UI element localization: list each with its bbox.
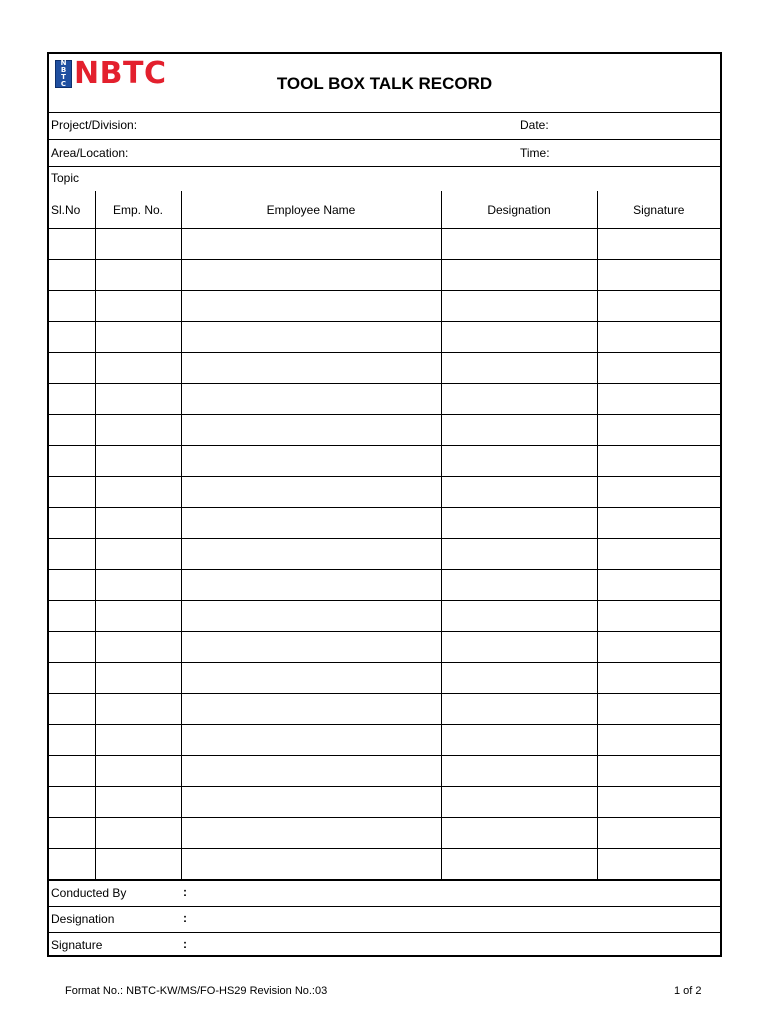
- table-row: [49, 229, 720, 260]
- designation-cell[interactable]: [441, 570, 597, 601]
- sl-no-cell[interactable]: [49, 725, 95, 756]
- signature-cell[interactable]: [597, 570, 720, 601]
- logo-emblem-letter: B: [60, 66, 67, 74]
- column-header-designation: Designation: [441, 191, 597, 229]
- employee-name-cell[interactable]: [181, 756, 441, 787]
- emp-no-cell[interactable]: [95, 353, 181, 384]
- form-header: [49, 54, 720, 113]
- designation-cell[interactable]: [441, 539, 597, 570]
- signature-cell[interactable]: [597, 446, 720, 477]
- table-header-row: [49, 191, 720, 229]
- signature-cell[interactable]: [597, 260, 720, 291]
- designation-cell[interactable]: [441, 787, 597, 818]
- conducted-by-row: [49, 880, 720, 906]
- signature-label: Signature: [51, 938, 103, 952]
- column-header-sl-no: Sl.No: [49, 191, 95, 229]
- designation-cell[interactable]: [441, 818, 597, 849]
- sl-no-cell[interactable]: [49, 849, 95, 880]
- emp-no-cell[interactable]: [95, 260, 181, 291]
- employee-name-cell[interactable]: [181, 632, 441, 663]
- separator-colon: :: [183, 937, 187, 951]
- signature-cell[interactable]: [597, 539, 720, 570]
- date-label: Date:: [520, 118, 549, 132]
- designation-cell[interactable]: [441, 446, 597, 477]
- table-row: [49, 539, 720, 570]
- signature-cell[interactable]: [597, 384, 720, 415]
- emp-no-cell[interactable]: [95, 849, 181, 880]
- emp-no-cell[interactable]: [95, 539, 181, 570]
- employee-name-cell[interactable]: [181, 322, 441, 353]
- form-title: [49, 74, 720, 94]
- table-row: [49, 570, 720, 601]
- topic-label: Topic: [51, 171, 80, 185]
- table-row: [49, 756, 720, 787]
- table-row: [49, 384, 720, 415]
- sl-no-cell[interactable]: [49, 477, 95, 508]
- table-row: [49, 415, 720, 446]
- designation-cell[interactable]: [441, 477, 597, 508]
- designation-cell[interactable]: [441, 353, 597, 384]
- signature-row: [49, 932, 720, 956]
- emp-no-cell[interactable]: [95, 787, 181, 818]
- signature-cell[interactable]: [597, 694, 720, 725]
- table-row: [49, 849, 720, 880]
- designation-cell[interactable]: [441, 291, 597, 322]
- logo-emblem-letter: N: [60, 59, 67, 67]
- emp-no-cell[interactable]: [95, 384, 181, 415]
- topic-row: [49, 167, 720, 191]
- employee-name-cell[interactable]: [181, 353, 441, 384]
- sl-no-cell[interactable]: [49, 446, 95, 477]
- emp-no-cell[interactable]: [95, 446, 181, 477]
- format-number: Format No.: NBTC-KW/MS/FO-HS29 Revision No.:03: [65, 985, 328, 997]
- table-row: [49, 725, 720, 756]
- table-row: [49, 787, 720, 818]
- signature-cell[interactable]: [597, 725, 720, 756]
- employee-name-cell[interactable]: [181, 694, 441, 725]
- table-row: [49, 260, 720, 291]
- employee-name-cell[interactable]: [181, 384, 441, 415]
- designation-cell[interactable]: [441, 229, 597, 260]
- designation-cell[interactable]: [441, 756, 597, 787]
- employee-name-cell[interactable]: [181, 539, 441, 570]
- sl-no-cell[interactable]: [49, 539, 95, 570]
- logo-wordmark: NBTC: [74, 56, 167, 91]
- time-label: Time:: [520, 146, 550, 160]
- designation-cell[interactable]: [441, 849, 597, 880]
- employee-name-cell[interactable]: [181, 818, 441, 849]
- employee-name-cell[interactable]: [181, 260, 441, 291]
- column-header-signature: Signature: [597, 191, 720, 229]
- table-row: [49, 291, 720, 322]
- employee-name-cell[interactable]: [181, 849, 441, 880]
- sl-no-cell[interactable]: [49, 353, 95, 384]
- separator-colon: :: [183, 911, 187, 925]
- designation-cell[interactable]: [441, 260, 597, 291]
- designation-cell[interactable]: [441, 694, 597, 725]
- sl-no-cell[interactable]: [49, 570, 95, 601]
- employee-name-cell[interactable]: [181, 291, 441, 322]
- employee-name-cell[interactable]: [181, 725, 441, 756]
- designation-cell[interactable]: [441, 384, 597, 415]
- emp-no-cell[interactable]: [95, 663, 181, 694]
- employee-name-cell[interactable]: [181, 229, 441, 260]
- designation-cell[interactable]: [441, 663, 597, 694]
- signature-cell[interactable]: [597, 787, 720, 818]
- signature-cell[interactable]: [597, 756, 720, 787]
- emp-no-cell[interactable]: [95, 570, 181, 601]
- sl-no-cell[interactable]: [49, 756, 95, 787]
- table-row: [49, 508, 720, 539]
- emp-no-cell[interactable]: [95, 756, 181, 787]
- table-row: [49, 663, 720, 694]
- designation-cell[interactable]: [441, 322, 597, 353]
- table-row: [49, 601, 720, 632]
- emp-no-cell[interactable]: [95, 694, 181, 725]
- emp-no-cell[interactable]: [95, 322, 181, 353]
- emp-no-cell[interactable]: [95, 508, 181, 539]
- sl-no-cell[interactable]: [49, 291, 95, 322]
- emp-no-cell[interactable]: [95, 725, 181, 756]
- sl-no-cell[interactable]: [49, 663, 95, 694]
- table-row: [49, 322, 720, 353]
- sl-no-cell[interactable]: [49, 384, 95, 415]
- sl-no-cell[interactable]: [49, 415, 95, 446]
- designation-cell[interactable]: [441, 632, 597, 663]
- separator-colon: :: [183, 885, 187, 899]
- project-date-row: [49, 112, 720, 140]
- emp-no-cell[interactable]: [95, 229, 181, 260]
- signature-cell[interactable]: [597, 477, 720, 508]
- signature-cell[interactable]: [597, 632, 720, 663]
- signature-cell[interactable]: [597, 353, 720, 384]
- signature-cell[interactable]: [597, 229, 720, 260]
- logo-emblem-letter: T: [61, 73, 66, 81]
- form-title-text: TOOL BOX TALK RECORD: [276, 74, 493, 93]
- attendance-rows: [49, 229, 720, 880]
- emp-no-cell[interactable]: [95, 601, 181, 632]
- employee-name-cell[interactable]: [181, 663, 441, 694]
- table-row: [49, 632, 720, 663]
- designation-cell[interactable]: [441, 601, 597, 632]
- page-number: 1 of 2: [674, 985, 702, 997]
- column-header-emp-no: Emp. No.: [95, 191, 181, 229]
- signature-cell[interactable]: [597, 601, 720, 632]
- employee-name-cell[interactable]: [181, 601, 441, 632]
- employee-name-cell[interactable]: [181, 508, 441, 539]
- column-header-employee-name: Employee Name: [181, 191, 441, 229]
- project-division-label: Project/Division:: [51, 118, 138, 132]
- emp-no-cell[interactable]: [95, 415, 181, 446]
- employee-name-cell[interactable]: [181, 415, 441, 446]
- emp-no-cell[interactable]: [95, 818, 181, 849]
- table-row: [49, 477, 720, 508]
- signature-cell[interactable]: [597, 508, 720, 539]
- designation-row: [49, 906, 720, 932]
- tool-box-talk-form: [47, 52, 722, 957]
- logo-emblem-letter: C: [60, 80, 67, 88]
- employee-name-cell[interactable]: [181, 570, 441, 601]
- sl-no-cell[interactable]: [49, 229, 95, 260]
- signature-cell[interactable]: [597, 322, 720, 353]
- sl-no-cell[interactable]: [49, 508, 95, 539]
- employee-name-cell[interactable]: [181, 477, 441, 508]
- table-row: [49, 818, 720, 849]
- signature-cell[interactable]: [597, 818, 720, 849]
- sl-no-cell[interactable]: [49, 601, 95, 632]
- sl-no-cell[interactable]: [49, 322, 95, 353]
- designation-cell[interactable]: [441, 415, 597, 446]
- signature-cell[interactable]: [597, 415, 720, 446]
- emp-no-cell[interactable]: [95, 632, 181, 663]
- designation-cell[interactable]: [441, 508, 597, 539]
- designation-label: Designation: [51, 912, 115, 926]
- sl-no-cell[interactable]: [49, 787, 95, 818]
- table-row: [49, 694, 720, 725]
- sl-no-cell[interactable]: [49, 632, 95, 663]
- signature-cell[interactable]: [597, 663, 720, 694]
- designation-cell[interactable]: [441, 725, 597, 756]
- sl-no-cell[interactable]: [49, 260, 95, 291]
- table-row: [49, 353, 720, 384]
- emp-no-cell[interactable]: [95, 291, 181, 322]
- signature-cell[interactable]: [597, 849, 720, 880]
- employee-name-cell[interactable]: [181, 446, 441, 477]
- emp-no-cell[interactable]: [95, 477, 181, 508]
- employee-name-cell[interactable]: [181, 787, 441, 818]
- table-row: [49, 446, 720, 477]
- sl-no-cell[interactable]: [49, 818, 95, 849]
- sl-no-cell[interactable]: [49, 694, 95, 725]
- area-location-label: Area/Location:: [51, 146, 129, 160]
- signature-cell[interactable]: [597, 291, 720, 322]
- attendance-table: [49, 191, 720, 880]
- area-time-row: [49, 140, 720, 167]
- conducted-by-label: Conducted By: [51, 886, 127, 900]
